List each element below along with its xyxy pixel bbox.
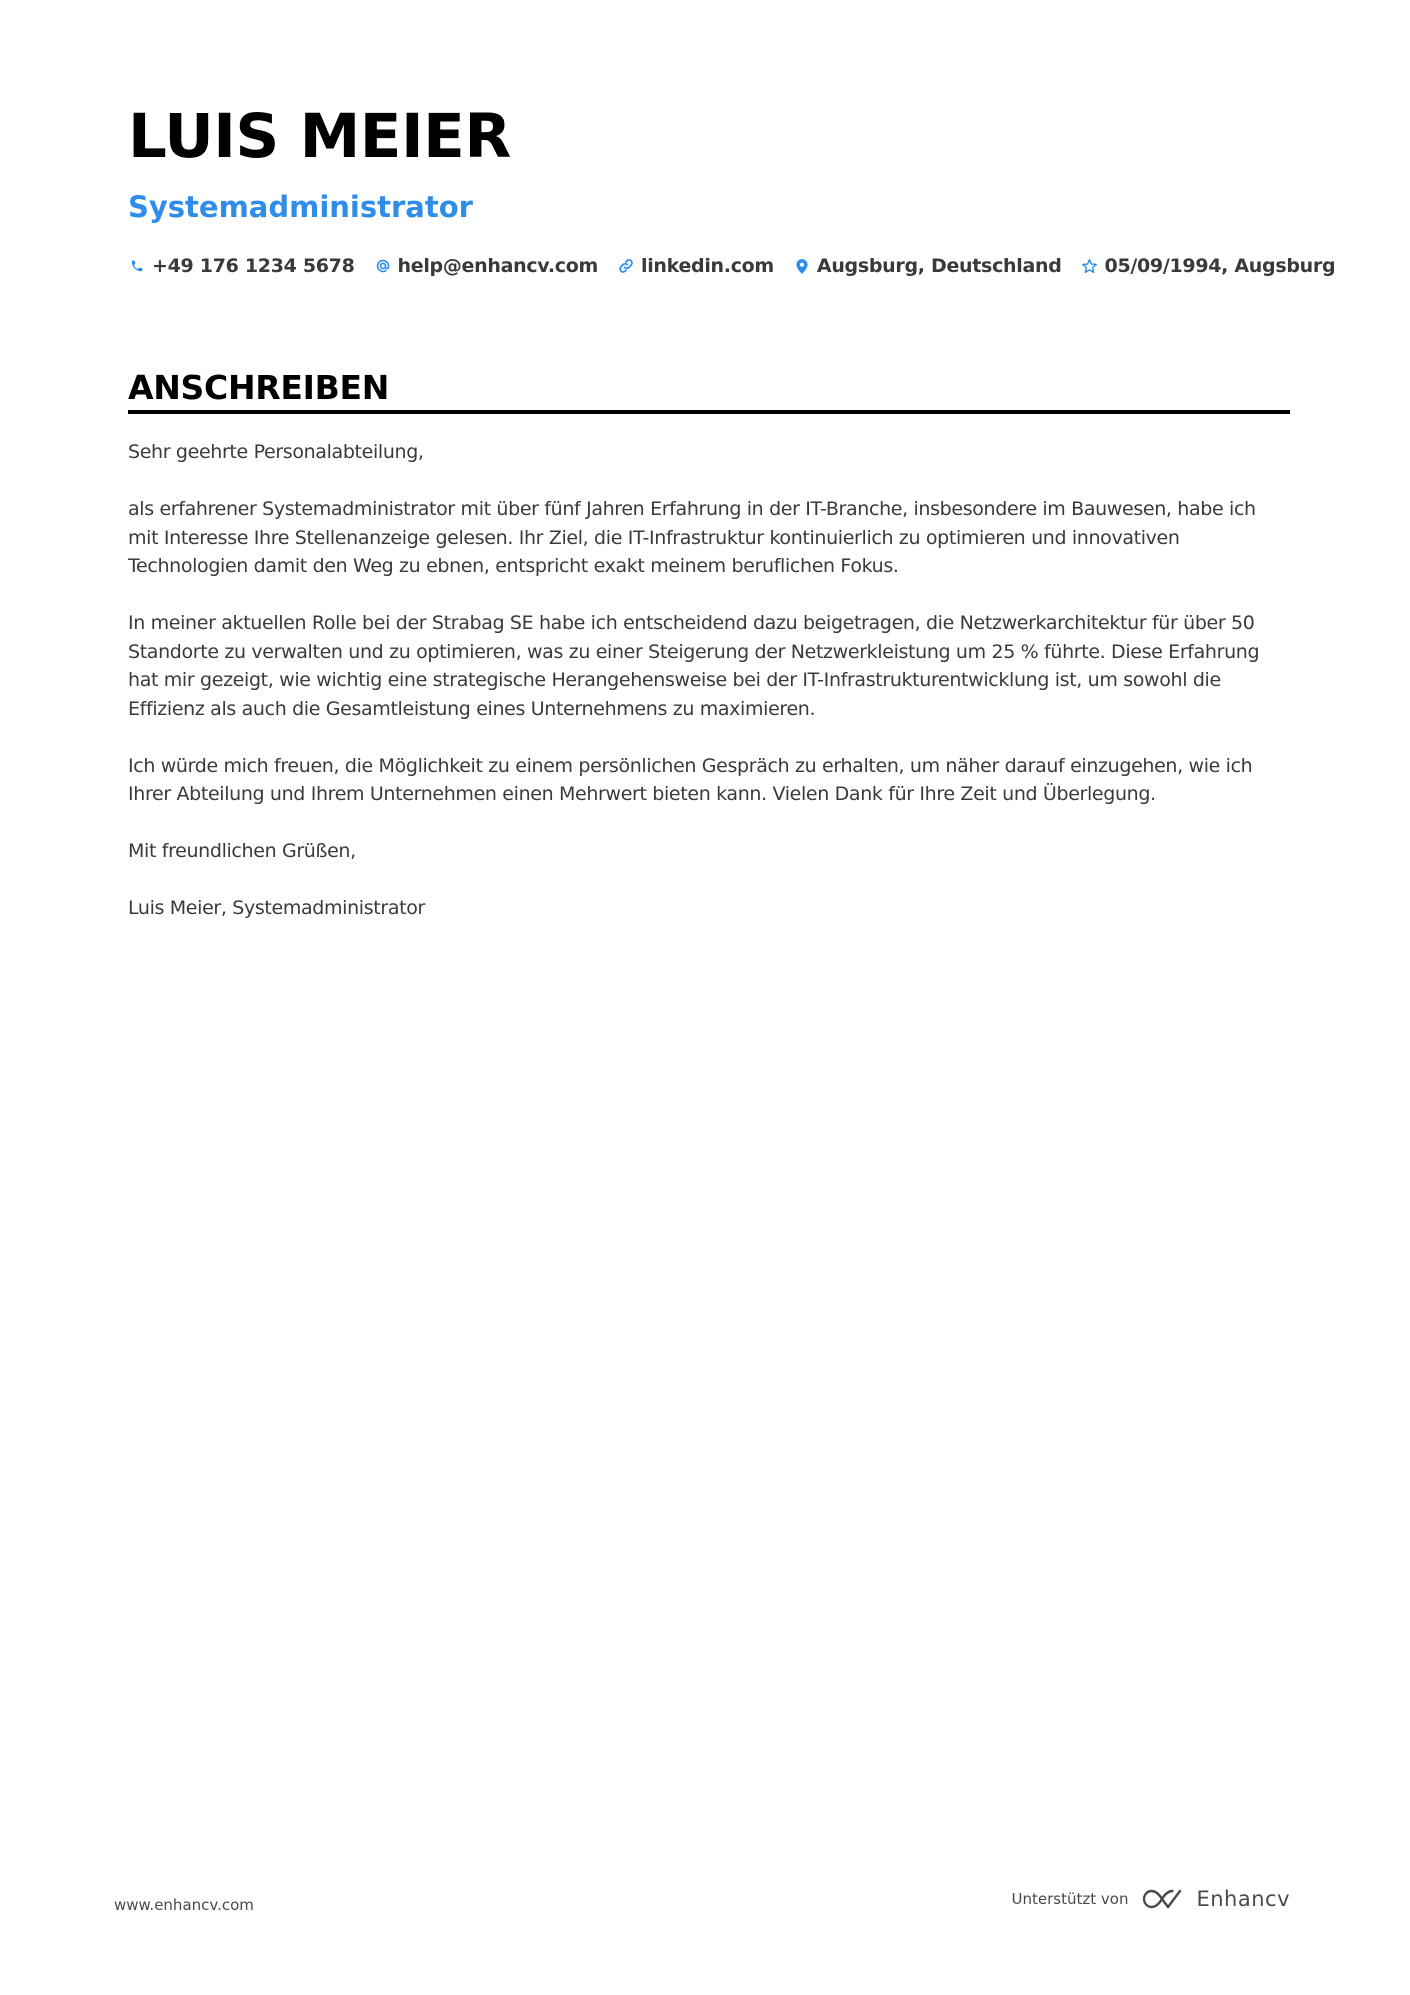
star-icon: [1081, 257, 1099, 275]
footer-brand[interactable]: [1012, 1886, 1290, 1912]
letter-paragraph: In meiner aktuellen Rolle bei der Strabag SE habe ich entscheidend dazu beigetragen, die Netzwerkarchitektur für über 50 Standorte zu verwalten und zu optimieren, was zu einer Steigerung der Netzwerkleistung um 25 % führte. Diese Erfahrung hat mir gezeigt, wie wichtig eine strategische Herangehensweise bei der IT-Infrastrukturentwicklung ist, um sowohl die Effizienz als auch die Gesamtleistung eines Unternehmens zu maximieren.: [128, 612, 1260, 720]
letter-signature: Luis Meier, Systemadministrator: [128, 897, 425, 919]
letter-paragraph: als erfahrener Systemadministrator mit über fünf Jahren Erfahrung in der IT-Branche, insbesondere im Bauwesen, habe ich mit Interesse Ihre Stellenanzeige gelesen. Ihr Ziel, die IT-Infrastruktur kontinuierlich zu optimieren und innovativen Technologien damit den Weg zu ebnen, entspricht exakt meinem beruflichen Fokus.: [128, 498, 1256, 577]
contact-location-text: Augsburg, Deutschland: [816, 255, 1062, 277]
contact-website[interactable]: [617, 255, 774, 277]
contact-website-text: linkedin.com: [640, 255, 774, 277]
enhancv-logo-text: Enhancv: [1196, 1887, 1290, 1911]
letter-closing: Mit freundlichen Grüßen,: [128, 840, 356, 862]
link-icon: [617, 257, 635, 275]
contact-email[interactable]: [374, 255, 598, 277]
phone-icon: [128, 257, 146, 275]
letter-paragraph: Ich würde mich freuen, die Möglichkeit zu einem persönlichen Gespräch zu erhalten, um näher darauf einzugehen, wie ich Ihrer Abteilung und Ihrem Unternehmen einen Mehrwert bieten kann. Vielen Dank für Ihre Zeit und Überlegung.: [128, 754, 1253, 805]
enhancv-logo-icon: [1140, 1886, 1186, 1912]
contact-email-text: help@enhancv.com: [397, 255, 598, 277]
at-icon: [374, 257, 392, 275]
contact-phone[interactable]: [128, 255, 355, 277]
location-pin-icon: [793, 257, 811, 275]
powered-by-label: Unterstützt von: [1011, 1890, 1129, 1908]
section-heading: ANSCHREIBEN: [128, 368, 390, 407]
contact-birth: [1081, 255, 1336, 277]
letter-salutation: Sehr geehrte Personalabteilung,: [128, 441, 424, 463]
letter-body: [128, 438, 1290, 951]
candidate-name: LUIS MEIER: [128, 101, 511, 172]
contact-location: [793, 255, 1062, 277]
job-title: Systemadministrator: [128, 190, 473, 224]
footer-url[interactable]: www.enhancv.com: [114, 1896, 254, 1914]
contact-phone-text: +49 176 1234 5678: [152, 255, 355, 277]
contact-birth-text: 05/09/1994, Augsburg: [1104, 255, 1336, 277]
contact-row: [128, 255, 1354, 277]
section-divider: [128, 410, 1290, 414]
